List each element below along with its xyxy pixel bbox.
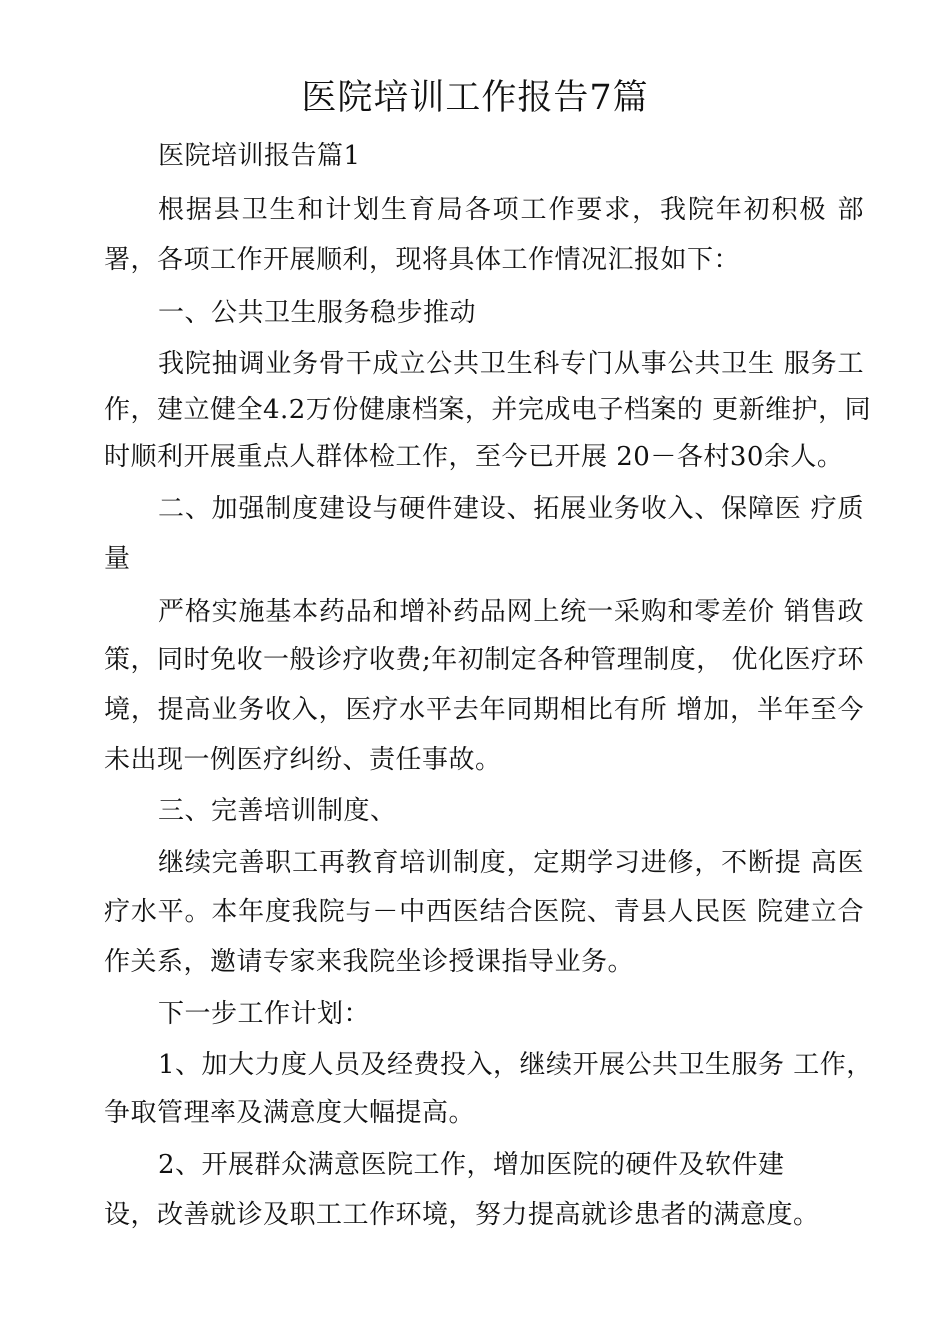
section-heading: 医院培训报告篇1: [158, 141, 361, 171]
paragraph-line: 未出现一例医疗纠纷、责任事故。: [104, 745, 502, 775]
paragraph-line: 我院抽调业务骨干成立公共卫生科专门从事公共卫生 服务工: [158, 349, 864, 379]
paragraph-line: 疗水平。本年度我院与－中西医结合医院、青县人民医 院建立合: [104, 897, 864, 927]
paragraph-line: 2、开展群众满意医院工作，增加医院的硬件及软件建: [158, 1150, 785, 1180]
section-heading: 三、完善培训制度、: [158, 796, 397, 826]
paragraph-line: 继续完善职工再教育培训制度，定期学习进修，不断提 高医: [158, 848, 864, 878]
paragraph-line: 作关系，邀请专家来我院坐诊授课指导业务。: [104, 947, 635, 977]
paragraph-line: 设，改善就诊及职工工作环境，努力提高就诊患者的满意度。: [104, 1200, 820, 1230]
paragraph-line: 严格实施基本药品和增补药品网上统一采购和零差价 销售政: [158, 597, 864, 627]
paragraph-line: 根据县卫生和计划生育局各项工作要求，我院年初积极 部: [158, 195, 864, 225]
paragraph-line: 时顺利开展重点人群体检工作，至今已开展 20－各村30余人。: [104, 442, 844, 472]
document-title: 医院培训工作报告7篇: [301, 78, 649, 118]
section-heading: 二、加强制度建设与硬件建设、拓展业务收入、保障医 疗质: [158, 494, 864, 524]
paragraph-line: 1、加大力度人员及经费投入，继续开展公共卫生服务 工作，: [158, 1050, 873, 1080]
section-heading: 一、公共卫生服务稳步推动: [158, 298, 477, 328]
paragraph-line: 署，各项工作开展顺利，现将具体工作情况汇报如下：: [104, 245, 741, 275]
paragraph-line: 策，同时免收一般诊疗收费;年初制定各种管理制度， 优化医疗环: [104, 645, 865, 675]
section-heading: 量: [104, 544, 131, 574]
section-heading: 下一步工作计划：: [158, 999, 371, 1029]
paragraph-line: 作，建立健全4.2万份健康档案，并完成电子档案的 更新维护，同: [104, 395, 872, 425]
paragraph-line: 境，提高业务收入，医疗水平去年同期相比有所 增加，半年至今: [104, 695, 864, 725]
paragraph-line: 争取管理率及满意度大幅提高。: [104, 1098, 476, 1128]
